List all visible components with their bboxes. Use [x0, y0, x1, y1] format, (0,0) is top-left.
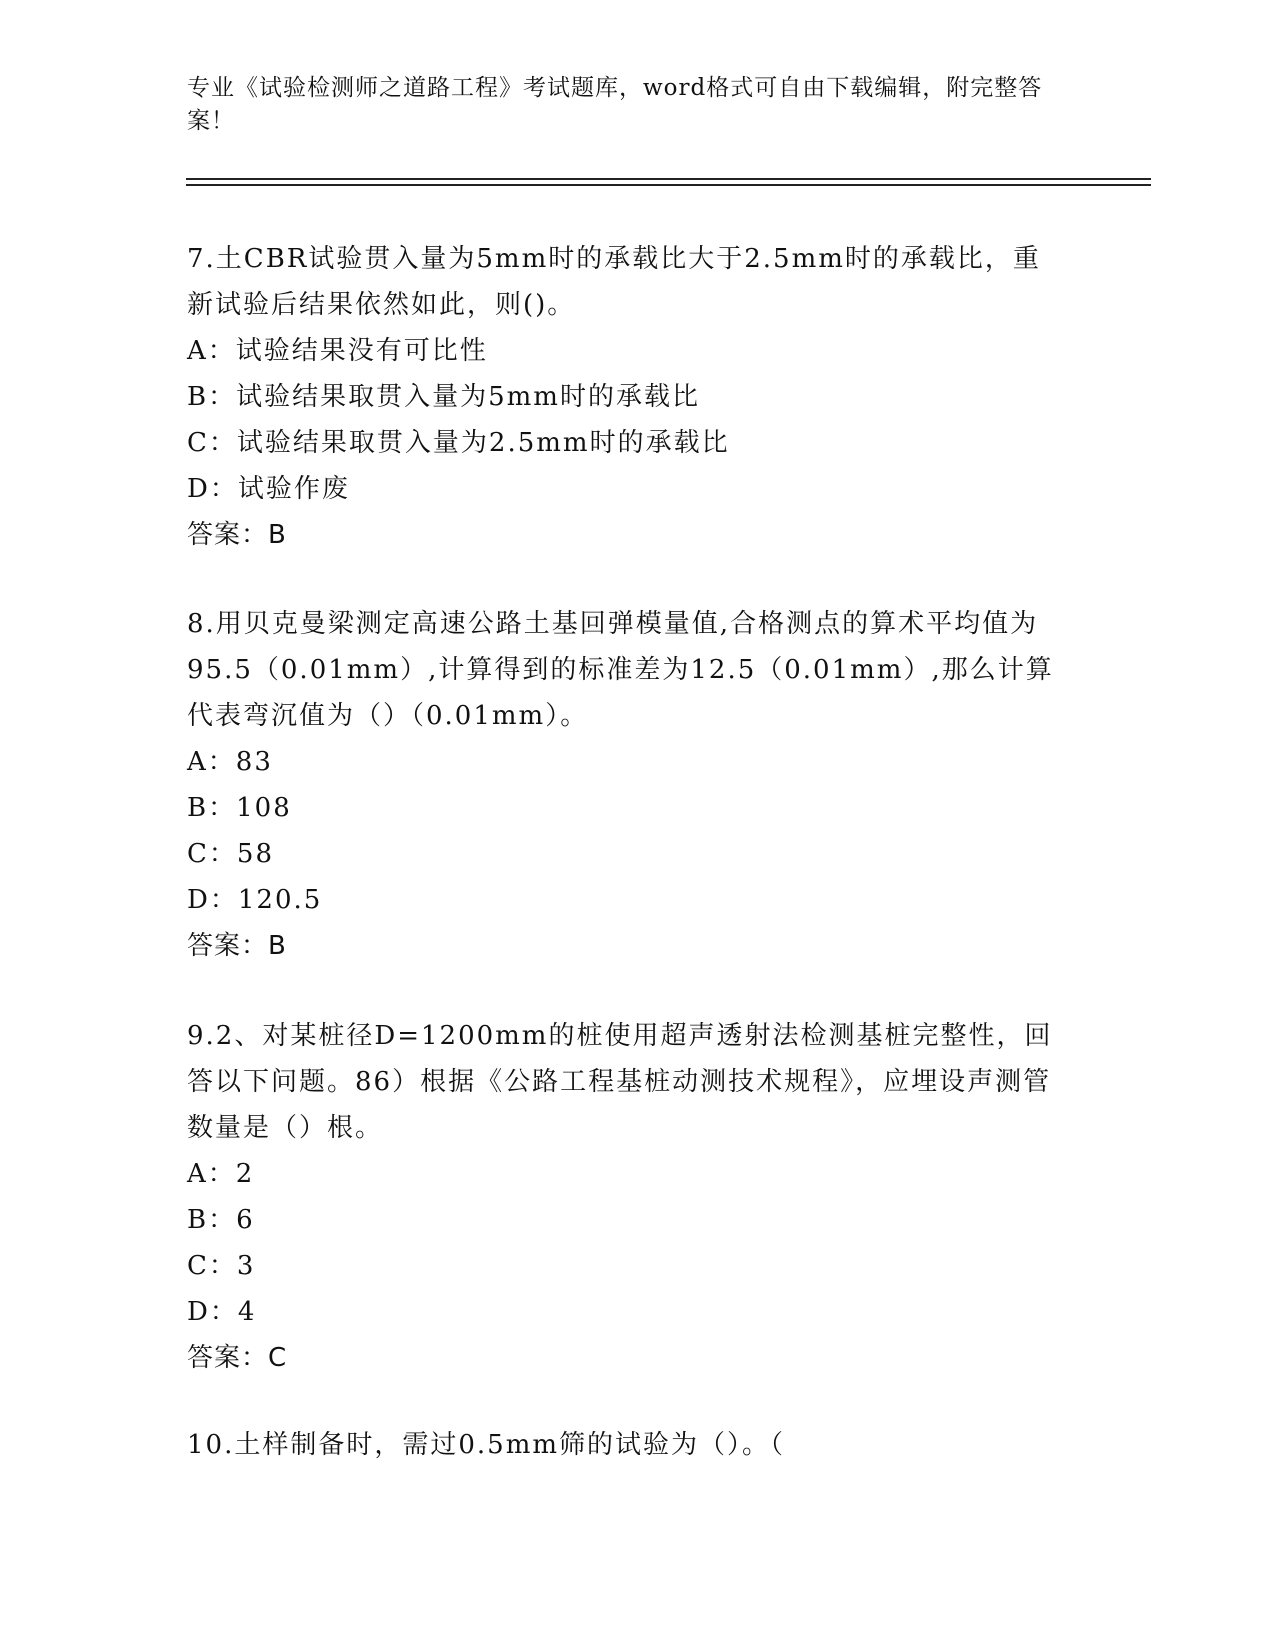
- option-key: D：: [187, 474, 238, 504]
- answer-label: 答案：C: [187, 1343, 288, 1373]
- document-header: 专业《试验检测师之道路工程》考试题库，word格式可自由下载编辑，附完整答案！: [187, 75, 1043, 134]
- option-d: [187, 877, 1067, 923]
- option-c: [187, 420, 1067, 466]
- option-key: C：: [187, 428, 237, 458]
- option-text: 试验作废: [237, 474, 350, 504]
- question-9: [187, 1013, 1067, 1381]
- option-key: D：: [187, 885, 238, 915]
- question-7: [187, 236, 1067, 558]
- option-d: [187, 1289, 1067, 1335]
- option-a: [187, 328, 1067, 374]
- answer-label: 答案：B: [187, 520, 287, 550]
- option-text: 3: [236, 1251, 256, 1281]
- option-a: [187, 739, 1067, 785]
- option-key: A：: [187, 1159, 236, 1189]
- option-a: [187, 1151, 1067, 1197]
- option-text: 2: [235, 1159, 255, 1189]
- option-c: [187, 831, 1067, 877]
- header-divider-bottom: [186, 184, 1151, 186]
- option-key: A：: [187, 747, 236, 777]
- option-text: 120.5: [237, 885, 323, 915]
- option-key: B：: [187, 382, 237, 412]
- question-stem: 8.用贝克曼梁测定高速公路土基回弹模量值,合格测点的算术平均值为95.5（0.01mm）,计算得到的标准差为12.5（0.01mm）,那么计算代表弯沉值为（）（0.01mm）。: [187, 609, 1054, 731]
- option-key: C：: [187, 839, 237, 869]
- option-b: [187, 785, 1067, 831]
- option-key: A：: [187, 336, 236, 366]
- question-stem: 7.土CBR试验贯入量为5mm时的承载比大于2.5mm时的承载比，重新试验后结果依然如此，则()。: [187, 244, 1041, 320]
- question-10: [187, 1422, 1067, 1468]
- option-text: 108: [236, 793, 292, 823]
- option-text: 试验结果取贯入量为5mm时的承载比: [236, 382, 700, 412]
- option-key: B：: [187, 1205, 237, 1235]
- answer-label: 答案：B: [187, 931, 287, 961]
- question-stem: 9.2、对某桩径D=1200mm的桩使用超声透射法检测基桩完整性，回答以下问题。86）根据《公路工程基桩动测技术规程》，应埋设声测管数量是（）根。: [187, 1021, 1053, 1143]
- option-c: [187, 1243, 1067, 1289]
- option-text: 6: [236, 1205, 255, 1235]
- header-divider-top: [186, 178, 1151, 180]
- option-text: 试验结果没有可比性: [235, 336, 488, 366]
- option-text: 58: [236, 839, 274, 869]
- option-text: 83: [235, 747, 273, 777]
- option-key: C：: [187, 1251, 237, 1281]
- option-b: [187, 374, 1067, 420]
- option-b: [187, 1197, 1067, 1243]
- question-8: [187, 601, 1067, 969]
- option-d: [187, 466, 1067, 512]
- option-key: D：: [187, 1297, 238, 1327]
- question-stem: 10.土样制备时，需过0.5mm筛的试验为（）。（: [187, 1430, 786, 1460]
- option-key: B：: [187, 793, 237, 823]
- option-text: 4: [237, 1297, 257, 1327]
- option-text: 试验结果取贯入量为2.5mm时的承载比: [236, 428, 730, 458]
